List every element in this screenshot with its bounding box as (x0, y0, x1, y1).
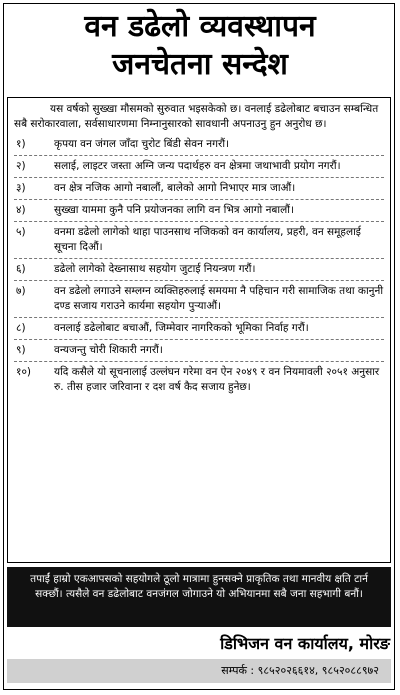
item-number: ७) (16, 285, 26, 297)
list-item (14, 134, 384, 156)
item-number: ३) (16, 182, 26, 194)
office-signature: डिभिजन वन कार्यालय, मोरङ (220, 634, 390, 653)
page-subtitle: जनचेतना सन्देश (112, 47, 288, 82)
item-text: सलाई, लाइटर जस्ता अग्नि जन्य पदार्थहरु वन क्षेत्रमा जथाभावी प्रयोग नगरौं। (54, 160, 341, 172)
list-item (14, 281, 384, 318)
item-text: वन क्षेत्र नजिक आगो नबालौं, बालेको आगो निभाएर मात्र जाऔं। (54, 182, 296, 194)
item-text: वनमा डढेलो लागेको थाहा पाउनसाथ नजिकको वन कार्यालय, प्रहरी, वन समूहलाई सूचना दिऔं। (54, 226, 361, 253)
item-text: कृपया वन जंगल जाँदा चुरोट बिंडी सेवन नगरौं। (54, 138, 230, 150)
list-item (14, 318, 384, 340)
item-number: १) (16, 138, 26, 150)
item-number: ५) (16, 226, 26, 238)
list-item (14, 222, 384, 259)
item-text: डढेलो लागेको देख्नासाथ सहयोग जुटाई नियन्त्रण गरौं। (54, 263, 256, 275)
item-text: वन डढेलो लगाउने सम्लग्न व्यक्तिहरुलाई समयमा नै पहिचान गरी सामाजिक तथा कानुनी दण्ड सजाय गराउने कार्यमा सहयोग पुर्‍याऔं। (54, 285, 384, 312)
list-item (14, 200, 384, 222)
item-text: यदि कसैले यो सूचनालाई उल्लंघन गरेमा वन ऐन २०४९ र वन नियमावली २०५१ अनुसार रु. तीस हजार जरिवाना र दश वर्ष कैद सजाय हुनेछ। (54, 366, 380, 393)
item-text: वनलाई डढेलोबाट बचाऔं, जिम्मेवार नागरिकको भूमिका निर्वाह गरौं। (54, 322, 309, 334)
contact-bar: सम्पर्क : ९८५२०२६६१४, ९८५२०८८९७२ (7, 659, 391, 683)
item-number: २) (16, 160, 26, 172)
item-text: सुख्खा याममा कुनै पनि प्रयोजनका लागि वन भित्र आगो नबालौं। (54, 204, 294, 216)
list-item (14, 340, 384, 362)
item-number: ९) (16, 344, 26, 356)
list-item (14, 178, 384, 200)
list-item (14, 156, 384, 178)
list-item (14, 259, 384, 281)
item-number: ६) (16, 263, 26, 275)
item-number: ४) (16, 204, 26, 216)
footer-message: तपाईं हाम्रो एकआपसको सहयोगले ठूलो मात्रामा हुनसक्ने प्राकृतिक तथा मानवीय क्षति टार्न सक्छौं। त्यसैले वन डढेलोबाट वनजंगल जोगाउने यो अभियानमा सबै जना सहभागी बनौं। (7, 567, 391, 627)
item-number: १०) (16, 366, 32, 378)
item-text: वन्यजन्तु चोरी शिकारी नगरौं। (54, 344, 163, 356)
intro-text: यस वर्षको सुख्खा मौसमको सुरुवात भइसकेको छ। वनलाई डढेलोबाट बचाउन सम्बन्धित सबै सरोकारवाला, सर्वसाधारणमा निम्नानुसारको सावधानी अपनाउनु हुन अनुरोध छ। (14, 103, 379, 130)
list-item (14, 362, 384, 398)
notice-list (8, 134, 390, 398)
page-title: वन डढेलो व्यवस्थापन (84, 9, 316, 44)
title-block (0, 0, 400, 96)
notice-body (7, 97, 391, 563)
item-number: ८) (16, 322, 26, 334)
